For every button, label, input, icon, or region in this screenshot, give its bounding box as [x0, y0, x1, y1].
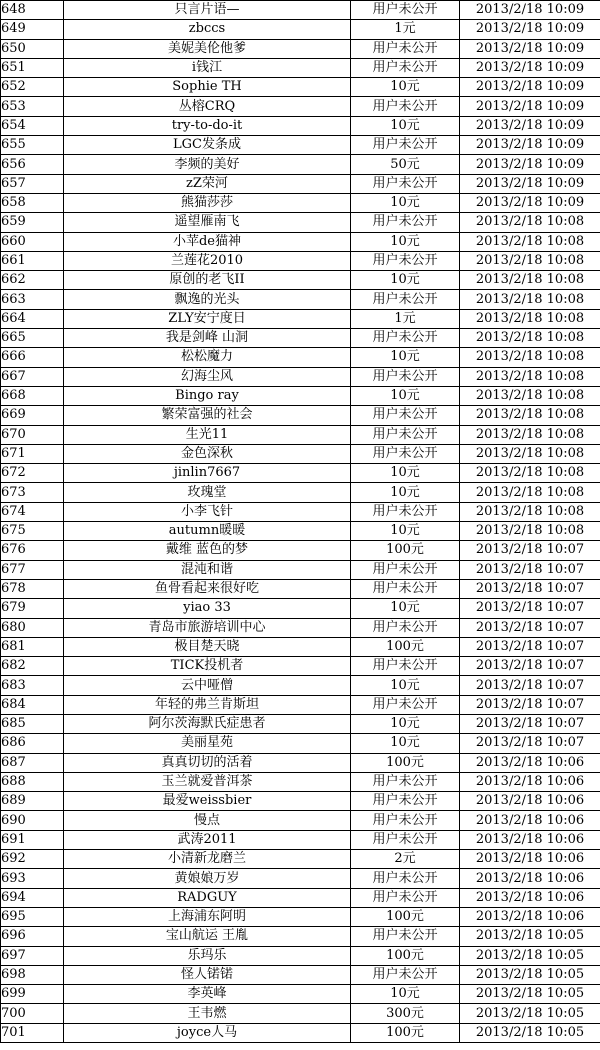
donor-name: 阿尔茨海默氏症患者 [64, 714, 351, 733]
row-number: 689 [1, 792, 64, 811]
table-row [1, 329, 600, 348]
donation-time: 2013/2/18 10:07 [460, 714, 600, 733]
row-number: 699 [1, 985, 64, 1004]
donation-amount: 10元 [351, 734, 460, 753]
table-row [1, 155, 600, 174]
table-row [1, 522, 600, 541]
table-row [1, 116, 600, 135]
table-row [1, 888, 600, 907]
row-number: 671 [1, 444, 64, 463]
table-row [1, 946, 600, 965]
donation-amount: 用户未公开 [351, 772, 460, 791]
row-number: 690 [1, 811, 64, 830]
donation-time: 2013/2/18 10:09 [460, 20, 600, 39]
donation-amount: 100元 [351, 946, 460, 965]
donor-name: 乐玛乐 [64, 946, 351, 965]
donor-name: 兰莲花2010 [64, 251, 351, 270]
row-number: 681 [1, 637, 64, 656]
table-row [1, 599, 600, 618]
donation-amount: 100元 [351, 637, 460, 656]
donation-time: 2013/2/18 10:08 [460, 213, 600, 232]
donation-time: 2013/2/18 10:09 [460, 97, 600, 116]
table-row [1, 1023, 600, 1042]
donation-time: 2013/2/18 10:08 [460, 309, 600, 328]
donation-amount: 用户未公开 [351, 618, 460, 637]
donation-rows [1, 1, 600, 1043]
donation-amount: 100元 [351, 541, 460, 560]
donation-amount: 10元 [351, 714, 460, 733]
table-row [1, 830, 600, 849]
donation-amount: 100元 [351, 907, 460, 926]
row-number: 664 [1, 309, 64, 328]
donation-amount: 用户未公开 [351, 97, 460, 116]
row-number: 656 [1, 155, 64, 174]
donation-amount: 10元 [351, 193, 460, 212]
row-number: 687 [1, 753, 64, 772]
donation-time: 2013/2/18 10:09 [460, 155, 600, 174]
donor-name: jinlin7667 [64, 464, 351, 483]
donor-name: autumn暖暖 [64, 522, 351, 541]
donation-amount: 100元 [351, 1023, 460, 1042]
donation-time: 2013/2/18 10:07 [460, 599, 600, 618]
donation-time: 2013/2/18 10:05 [460, 965, 600, 984]
donation-amount: 用户未公开 [351, 792, 460, 811]
donation-amount: 用户未公开 [351, 1, 460, 20]
donation-amount: 用户未公开 [351, 560, 460, 579]
donor-name: 怪人锘锘 [64, 965, 351, 984]
donor-name: 美妮美伦他爹 [64, 39, 351, 58]
donor-name: i钱江 [64, 58, 351, 77]
row-number: 700 [1, 1004, 64, 1023]
table-row [1, 869, 600, 888]
row-number: 676 [1, 541, 64, 560]
row-number: 663 [1, 290, 64, 309]
donor-name: zZ荣河 [64, 174, 351, 193]
donor-name: RADGUY [64, 888, 351, 907]
table-row [1, 232, 600, 251]
donation-time: 2013/2/18 10:08 [460, 232, 600, 251]
donation-amount: 10元 [351, 599, 460, 618]
row-number: 678 [1, 579, 64, 598]
donation-time: 2013/2/18 10:07 [460, 695, 600, 714]
donor-name: 王韦燃 [64, 1004, 351, 1023]
row-number: 691 [1, 830, 64, 849]
table-row [1, 753, 600, 772]
donation-time: 2013/2/18 10:08 [460, 251, 600, 270]
row-number: 688 [1, 772, 64, 791]
row-number: 672 [1, 464, 64, 483]
donation-time: 2013/2/18 10:07 [460, 579, 600, 598]
donor-name: Bingo ray [64, 386, 351, 405]
row-number: 696 [1, 927, 64, 946]
donation-amount: 用户未公开 [351, 869, 460, 888]
row-number: 652 [1, 78, 64, 97]
table-row [1, 483, 600, 502]
donation-amount: 2元 [351, 850, 460, 869]
donation-time: 2013/2/18 10:07 [460, 734, 600, 753]
donor-name: 生光11 [64, 425, 351, 444]
table-row [1, 502, 600, 521]
donation-amount: 用户未公开 [351, 425, 460, 444]
row-number: 680 [1, 618, 64, 637]
donor-name: 真真切切的活着 [64, 753, 351, 772]
donation-time: 2013/2/18 10:06 [460, 753, 600, 772]
donation-time: 2013/2/18 10:08 [460, 406, 600, 425]
donation-amount: 用户未公开 [351, 329, 460, 348]
donation-amount: 用户未公开 [351, 965, 460, 984]
donation-amount: 1元 [351, 309, 460, 328]
table-row [1, 309, 600, 328]
row-number: 693 [1, 869, 64, 888]
donor-name: try-to-do-it [64, 116, 351, 135]
table-row [1, 39, 600, 58]
row-number: 662 [1, 271, 64, 290]
donor-name: 小清新龙磨兰 [64, 850, 351, 869]
table-row [1, 58, 600, 77]
table-row [1, 927, 600, 946]
table-row [1, 734, 600, 753]
donor-name: 慢点 [64, 811, 351, 830]
donation-amount: 10元 [351, 676, 460, 695]
donation-amount: 用户未公开 [351, 39, 460, 58]
donation-amount: 10元 [351, 483, 460, 502]
donation-time: 2013/2/18 10:08 [460, 444, 600, 463]
donor-name: Sophie TH [64, 78, 351, 97]
donor-name: 武涛2011 [64, 830, 351, 849]
donation-time: 2013/2/18 10:05 [460, 927, 600, 946]
donor-name: yiao 33 [64, 599, 351, 618]
donation-time: 2013/2/18 10:08 [460, 522, 600, 541]
table-row [1, 193, 600, 212]
donor-name: 金色深秋 [64, 444, 351, 463]
table-row [1, 271, 600, 290]
donation-time: 2013/2/18 10:07 [460, 637, 600, 656]
table-row [1, 560, 600, 579]
donation-time: 2013/2/18 10:09 [460, 1, 600, 20]
donation-time: 2013/2/18 10:08 [460, 425, 600, 444]
donor-name: 青岛市旅游培训中心 [64, 618, 351, 637]
donor-name: 小苹de猫神 [64, 232, 351, 251]
row-number: 674 [1, 502, 64, 521]
donor-name: 鱼骨看起来很好吃 [64, 579, 351, 598]
donation-time: 2013/2/18 10:05 [460, 1023, 600, 1042]
donor-name: 玉兰就爱普洱茶 [64, 772, 351, 791]
table-row [1, 348, 600, 367]
donor-name: 宝山航运 王胤 [64, 927, 351, 946]
donation-time: 2013/2/18 10:05 [460, 1004, 600, 1023]
row-number: 649 [1, 20, 64, 39]
donation-amount: 10元 [351, 116, 460, 135]
donation-time: 2013/2/18 10:06 [460, 907, 600, 926]
donation-time: 2013/2/18 10:06 [460, 830, 600, 849]
donor-name: 小李飞针 [64, 502, 351, 521]
donation-amount: 10元 [351, 985, 460, 1004]
donor-name: 原创的老飞II [64, 271, 351, 290]
donation-time: 2013/2/18 10:08 [460, 367, 600, 386]
donation-amount: 用户未公开 [351, 695, 460, 714]
donation-amount: 10元 [351, 386, 460, 405]
table-row [1, 97, 600, 116]
donation-time: 2013/2/18 10:09 [460, 78, 600, 97]
row-number: 682 [1, 657, 64, 676]
row-number: 669 [1, 406, 64, 425]
donor-name: 熊猫莎莎 [64, 193, 351, 212]
donor-name: 李频的美好 [64, 155, 351, 174]
row-number: 665 [1, 329, 64, 348]
row-number: 659 [1, 213, 64, 232]
table-row [1, 965, 600, 984]
donation-time: 2013/2/18 10:08 [460, 502, 600, 521]
donation-amount: 用户未公开 [351, 830, 460, 849]
donation-time: 2013/2/18 10:09 [460, 193, 600, 212]
donor-name: 云中哑僧 [64, 676, 351, 695]
row-number: 654 [1, 116, 64, 135]
row-number: 685 [1, 714, 64, 733]
donor-name: TICK投机者 [64, 657, 351, 676]
row-number: 701 [1, 1023, 64, 1042]
table-row [1, 811, 600, 830]
row-number: 679 [1, 599, 64, 618]
table-row [1, 174, 600, 193]
donation-amount: 用户未公开 [351, 251, 460, 270]
row-number: 695 [1, 907, 64, 926]
donation-time: 2013/2/18 10:07 [460, 618, 600, 637]
row-number: 675 [1, 522, 64, 541]
row-number: 698 [1, 965, 64, 984]
donation-amount: 300元 [351, 1004, 460, 1023]
table-row [1, 464, 600, 483]
donor-name: 极目楚天晓 [64, 637, 351, 656]
table-row [1, 213, 600, 232]
donation-time: 2013/2/18 10:09 [460, 136, 600, 155]
donation-time: 2013/2/18 10:09 [460, 116, 600, 135]
donation-amount: 用户未公开 [351, 927, 460, 946]
donor-name: 幻海尘风 [64, 367, 351, 386]
row-number: 670 [1, 425, 64, 444]
donation-time: 2013/2/18 10:05 [460, 985, 600, 1004]
row-number: 650 [1, 39, 64, 58]
donor-name: 最爱weissbier [64, 792, 351, 811]
donor-name: ZLY安宁度日 [64, 309, 351, 328]
row-number: 666 [1, 348, 64, 367]
donation-time: 2013/2/18 10:07 [460, 560, 600, 579]
donor-name: joyce人马 [64, 1023, 351, 1042]
donation-time: 2013/2/18 10:06 [460, 811, 600, 830]
donation-amount: 10元 [351, 348, 460, 367]
donation-time: 2013/2/18 10:05 [460, 946, 600, 965]
donation-amount: 用户未公开 [351, 367, 460, 386]
row-number: 692 [1, 850, 64, 869]
row-number: 653 [1, 97, 64, 116]
donor-name: 戴维 蓝色的梦 [64, 541, 351, 560]
donor-name: 我是剑峰 山洞 [64, 329, 351, 348]
donor-name: 美丽星苑 [64, 734, 351, 753]
table-row [1, 444, 600, 463]
table-row [1, 290, 600, 309]
table-row [1, 367, 600, 386]
table-row [1, 792, 600, 811]
row-number: 684 [1, 695, 64, 714]
donation-amount: 用户未公开 [351, 406, 460, 425]
donor-name: 年轻的弗兰肯斯坦 [64, 695, 351, 714]
donation-amount: 用户未公开 [351, 579, 460, 598]
donation-amount: 50元 [351, 155, 460, 174]
donation-amount: 10元 [351, 78, 460, 97]
donation-amount: 用户未公开 [351, 213, 460, 232]
donation-time: 2013/2/18 10:08 [460, 329, 600, 348]
donation-time: 2013/2/18 10:07 [460, 676, 600, 695]
row-number: 648 [1, 1, 64, 20]
donation-time: 2013/2/18 10:07 [460, 541, 600, 560]
donor-name: 只言片语— [64, 1, 351, 20]
table-row [1, 772, 600, 791]
row-number: 686 [1, 734, 64, 753]
donation-time: 2013/2/18 10:08 [460, 464, 600, 483]
donation-amount: 用户未公开 [351, 136, 460, 155]
table-row [1, 676, 600, 695]
row-number: 658 [1, 193, 64, 212]
donor-name: 黄娘娘万岁 [64, 869, 351, 888]
donor-name: 飘逸的光头 [64, 290, 351, 309]
row-number: 683 [1, 676, 64, 695]
table-row [1, 657, 600, 676]
row-number: 660 [1, 232, 64, 251]
donation-time: 2013/2/18 10:09 [460, 174, 600, 193]
donation-time: 2013/2/18 10:07 [460, 657, 600, 676]
table-row [1, 1004, 600, 1023]
table-row [1, 136, 600, 155]
donation-amount: 10元 [351, 271, 460, 290]
donation-amount: 1元 [351, 20, 460, 39]
donor-name: 繁荣富强的社会 [64, 406, 351, 425]
donation-amount: 100元 [351, 753, 460, 772]
table-row [1, 618, 600, 637]
table-row [1, 541, 600, 560]
table-row [1, 637, 600, 656]
table-row [1, 386, 600, 405]
row-number: 661 [1, 251, 64, 270]
donation-time: 2013/2/18 10:08 [460, 348, 600, 367]
donation-amount: 用户未公开 [351, 174, 460, 193]
table-row [1, 985, 600, 1004]
table-row [1, 78, 600, 97]
row-number: 651 [1, 58, 64, 77]
donation-time: 2013/2/18 10:08 [460, 290, 600, 309]
table-row [1, 251, 600, 270]
donor-name: zbccs [64, 20, 351, 39]
donation-time: 2013/2/18 10:06 [460, 888, 600, 907]
row-number: 668 [1, 386, 64, 405]
table-row [1, 20, 600, 39]
table-row [1, 850, 600, 869]
donor-name: 遥望雁南飞 [64, 213, 351, 232]
table-row [1, 907, 600, 926]
donation-amount: 用户未公开 [351, 444, 460, 463]
row-number: 694 [1, 888, 64, 907]
donation-amount: 用户未公开 [351, 888, 460, 907]
donation-amount: 用户未公开 [351, 502, 460, 521]
donation-time: 2013/2/18 10:08 [460, 271, 600, 290]
table-row [1, 714, 600, 733]
donation-time: 2013/2/18 10:06 [460, 792, 600, 811]
row-number: 657 [1, 174, 64, 193]
donor-name: 混沌和谐 [64, 560, 351, 579]
donation-time: 2013/2/18 10:06 [460, 869, 600, 888]
donor-name: 上海浦东阿明 [64, 907, 351, 926]
row-number: 667 [1, 367, 64, 386]
table-row [1, 579, 600, 598]
table-row [1, 1, 600, 20]
donation-time: 2013/2/18 10:09 [460, 58, 600, 77]
row-number: 673 [1, 483, 64, 502]
row-number: 677 [1, 560, 64, 579]
donation-time: 2013/2/18 10:06 [460, 772, 600, 791]
donation-time: 2013/2/18 10:06 [460, 850, 600, 869]
donation-time: 2013/2/18 10:08 [460, 386, 600, 405]
donation-amount: 用户未公开 [351, 58, 460, 77]
donor-name: LGC发条成 [64, 136, 351, 155]
donation-time: 2013/2/18 10:08 [460, 483, 600, 502]
table-row [1, 425, 600, 444]
donation-amount: 10元 [351, 522, 460, 541]
donation-amount: 用户未公开 [351, 657, 460, 676]
donation-amount: 用户未公开 [351, 290, 460, 309]
donation-amount: 用户未公开 [351, 811, 460, 830]
donation-amount: 10元 [351, 464, 460, 483]
row-number: 655 [1, 136, 64, 155]
donor-name: 玫瑰堂 [64, 483, 351, 502]
table-row [1, 695, 600, 714]
donor-name: 松松魔力 [64, 348, 351, 367]
table-row [1, 406, 600, 425]
donor-name: 丛榕CRQ [64, 97, 351, 116]
donation-time: 2013/2/18 10:09 [460, 39, 600, 58]
donation-amount: 10元 [351, 232, 460, 251]
donor-name: 李英峰 [64, 985, 351, 1004]
row-number: 697 [1, 946, 64, 965]
